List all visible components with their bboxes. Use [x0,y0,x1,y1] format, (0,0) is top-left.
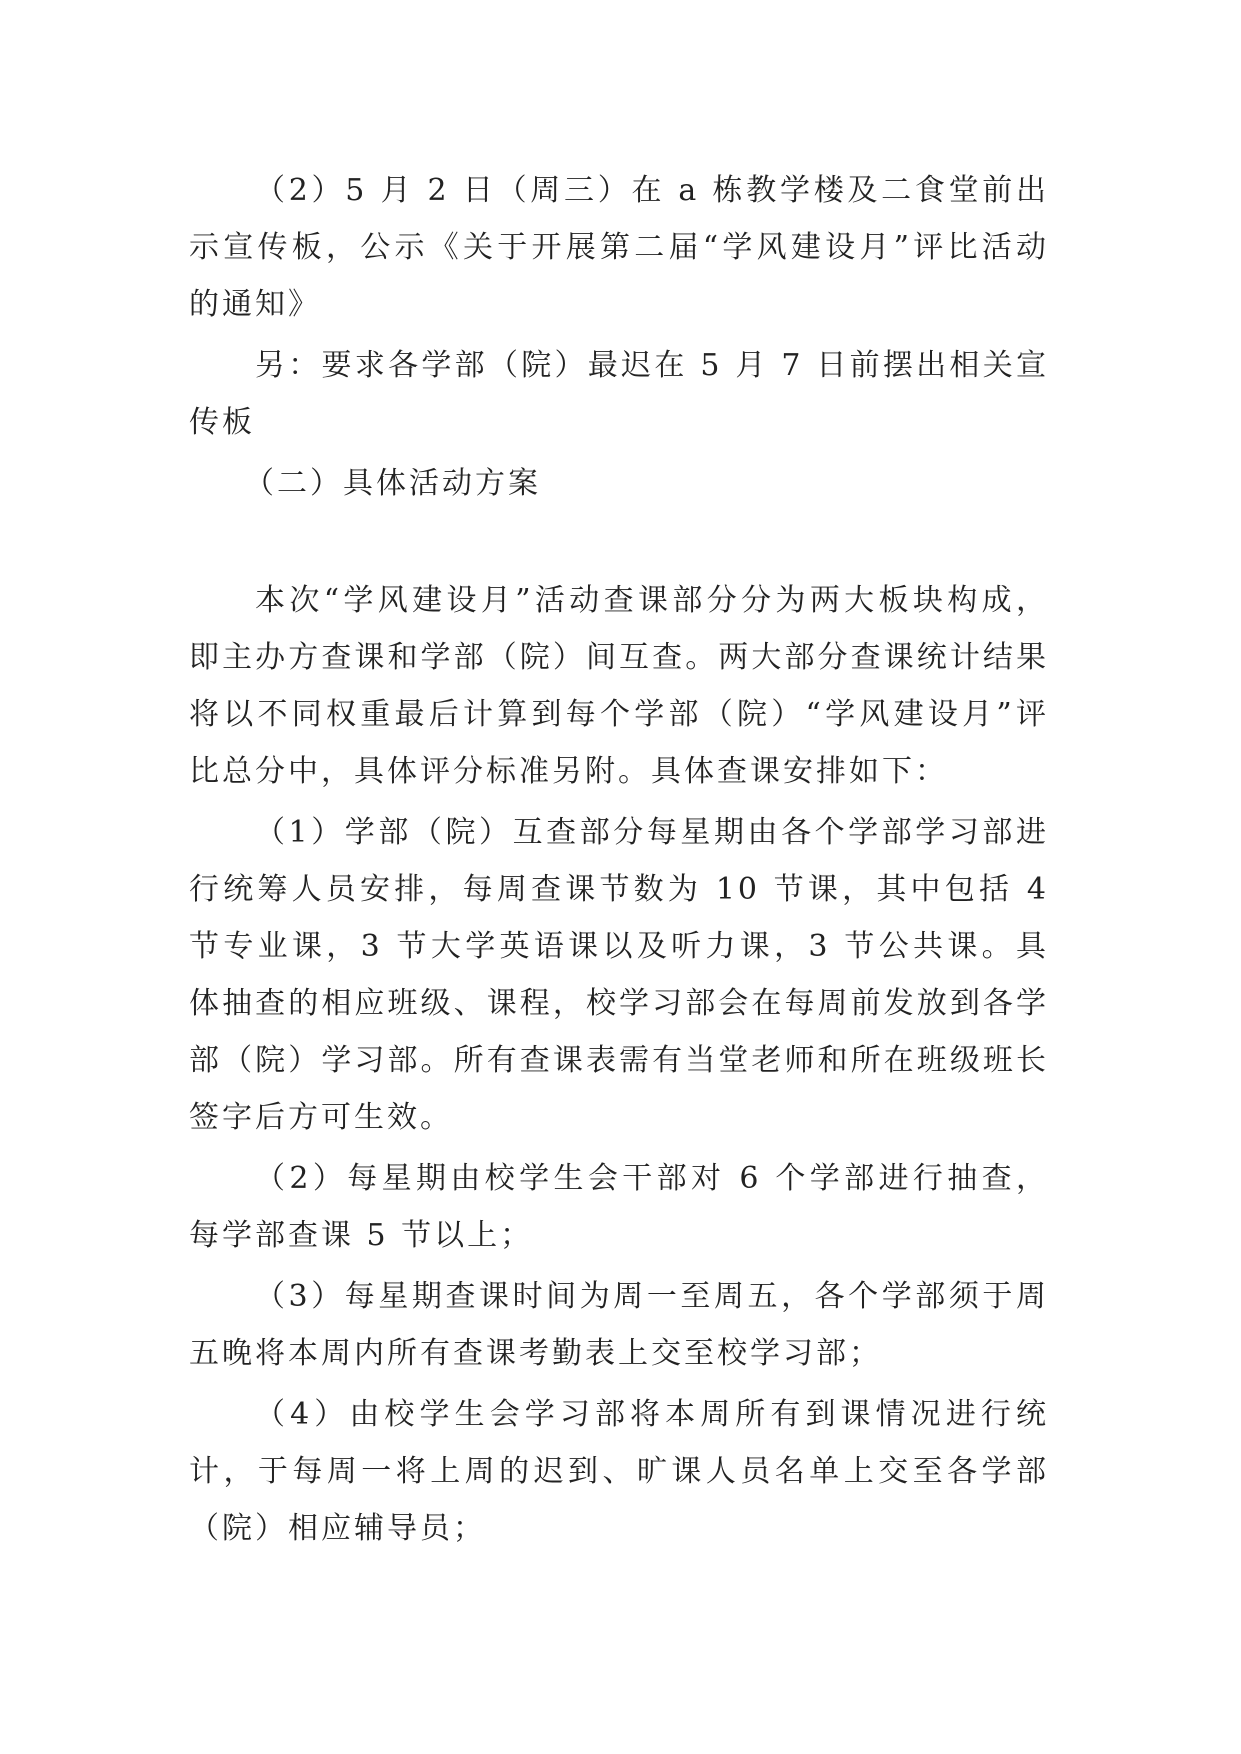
paragraph-item-1: （1）学部（院）互查部分每星期由各个学部学习部进行统筹人员安排，每周查课节数为 10 节课，其中包括 4 节专业课，3 节大学英语课以及听力课，3 节公共课。具体抽查的相应班级、课程，校学习部会在每周前发放到各学部（院）学习部。所有查课表需有当堂老师和所在班级班长签字后方可生效。 [189,815,1049,1135]
paragraph-item-2: （2）每星期由校学生会干部对 6 个学部进行抽查，每学部查课 5 节以上； [189,1161,1049,1253]
paragraph-notice-board: （2）5 月 2 日（周三）在 a 栋教学楼及二食堂前出示宣传板，公示《关于开展第二届“学风建设月”评比活动的通知》 [189,173,1049,322]
paragraph-item-4: （4）由校学生会学习部将本周所有到课情况进行统计，于每周一将上周的迟到、旷课人员名单上交至各学部（院）相应辅导员； [189,1397,1049,1546]
section-gap [189,512,1049,572]
paragraph-additional-requirement: 另：要求各学部（院）最迟在 5 月 7 日前摆出相关宣传板 [189,348,1049,440]
paragraph-item-3: （3）每星期查课时间为周一至周五，各个学部须于周五晚将本周内所有查课考勤表上交至校学习部； [189,1279,1049,1371]
document-body [189,162,1049,1561]
section-heading: （二）具体活动方案 [244,466,541,501]
paragraph-overview: 本次“学风建设月”活动查课部分分为两大板块构成，即主办方查课和学部（院）间互查。两大部分查课统计结果将以不同权重最后计算到每个学部（院）“学风建设月”评比总分中，具体评分标准另附。具体查课安排如下： [189,583,1049,789]
